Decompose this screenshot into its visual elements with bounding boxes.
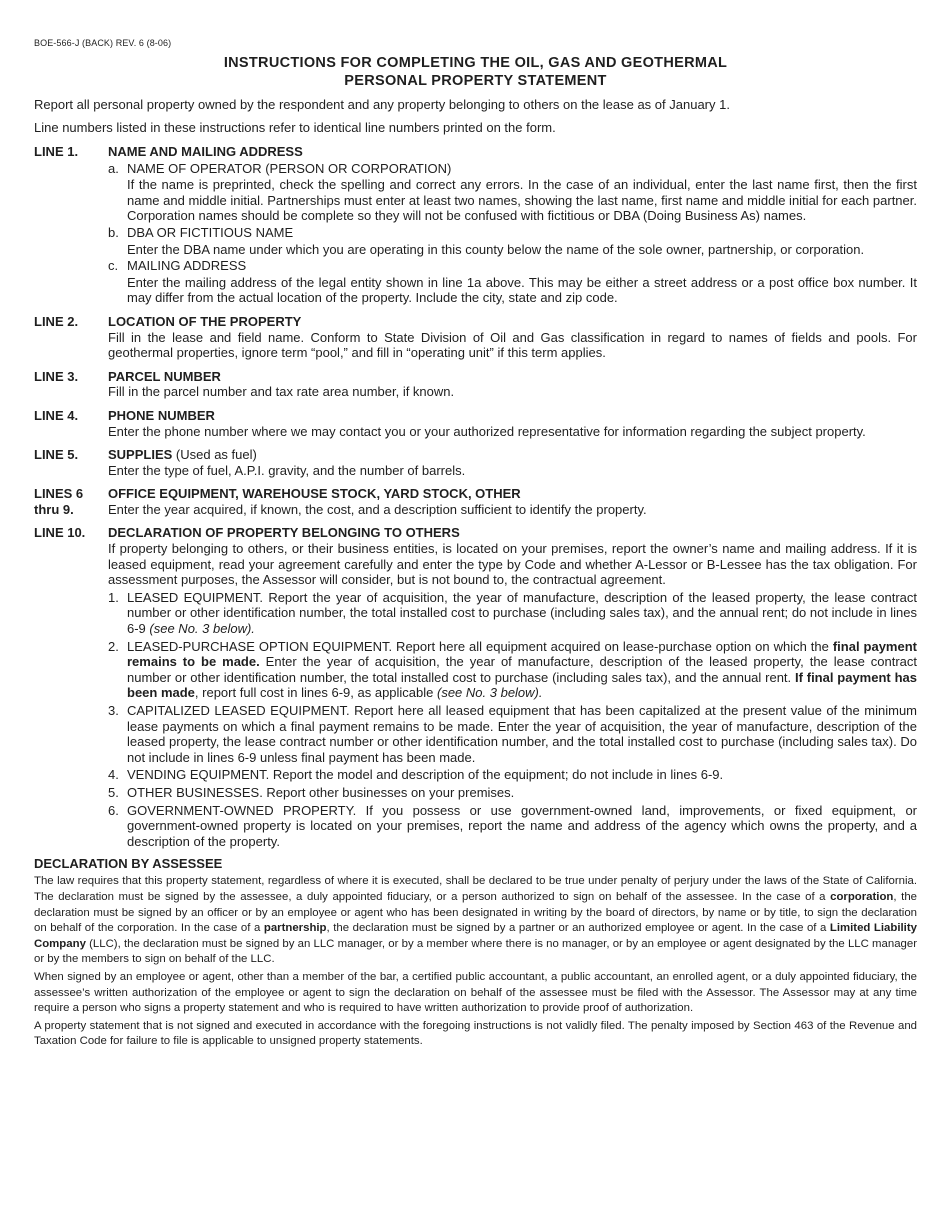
line-3-heading: PARCEL NUMBER [108, 368, 221, 384]
line-1a-title: NAME OF OPERATOR (PERSON OR CORPORATION) [127, 160, 452, 176]
line-3-text: Fill in the parcel number and tax rate area number, if known. [108, 384, 455, 400]
lines-6-9-text: Enter the year acquired, if known, the cost, and a description sufficient to identify the property. [108, 501, 647, 517]
decl-p1-a: The law requires that this property statement, regardless of where it is executed, shall be declared to be true under penalty of perjury under the laws of the State of California. The declaration must be signed by the assessee, a duly appointed fiduciary, or a person authorized to sign on behalf of the assessee. In the case of a [34, 875, 917, 903]
line-10-label: LINE 10. [34, 525, 86, 541]
line-10-text: If property belonging to others, or their business entities, is located on your premises, report the owner’s name and mailing address. If it is leased equipment, read your agreement carefully and enter the type by Code and whether A-Lessor or B-Lessee has the tax obligation. For assessment purposes, the Assessor will consider, but is not bound to, the contractual agreement. [108, 541, 917, 588]
item-1-note: (see No. 3 below). [149, 621, 255, 637]
item-5-number: 5. [108, 784, 119, 800]
line-1-label: LINE 1. [34, 144, 79, 159]
line-2-label: LINE 2. [34, 313, 79, 329]
item-6-number: 6. [108, 802, 119, 818]
intro-paragraph-1: Report all personal property owned by the respondent and any property belonging to others on the lease as of January 1. [34, 97, 730, 112]
line-2-heading: LOCATION OF THE PROPERTY [108, 313, 302, 329]
line-3-section [34, 369, 917, 400]
line-4-heading: PHONE NUMBER [108, 407, 215, 423]
decl-p1-g: (LLC), the declaration must be signed by an LLC manager, or by a member where there is no manager, or by an employee or agent designated by the LLC manager or by the members to sign on behalf of the LLC. [34, 937, 917, 966]
decl-p1-e: , the declaration must be signed by a partner or an authorized employee or agent. In the case of a [326, 922, 830, 935]
title-line-1: INSTRUCTIONS FOR COMPLETING THE OIL, GAS AND GEOTHERMAL [223, 55, 728, 71]
item-3-text: CAPITALIZED LEASED EQUIPMENT. Report here all leased equipment that has been capitalized at the present value of the minimum lease payments on which a final payment remains to be made. Enter the year of acquisition, the year of manufacture, description of the leased property, the lease contract number or other identification number, and the total installed cost to purchase (including sales tax). Do not include in lines 6-9 unless final payment has been made. [127, 703, 917, 765]
line-10-item-5 [108, 785, 917, 801]
lines-6-9-section [34, 486, 917, 517]
line-2-text: Fill in the lease and field name. Conform to State Division of Oil and Gas classification in regard to names of fields and pools. For geothermal properties, ignore term “pool,” and fill in “operating unit” if this term applies. [108, 329, 917, 361]
line-1b-title: DBA OR FICTITIOUS NAME [127, 224, 294, 240]
item-4-text: VENDING EQUIPMENT. Report the model and description of the equipment; do not include in lines 6-9. [127, 767, 724, 783]
line-4-section [34, 408, 917, 439]
item-2-part-e: , report full cost in lines 6-9, as applicable [194, 685, 437, 701]
declaration-heading: DECLARATION BY ASSESSEE [34, 856, 223, 872]
item-2-part-b: final payment remains to be made. [127, 638, 917, 670]
decl-p1-partnership: partnership [263, 922, 327, 935]
declaration-paragraph-3: A property statement that is not signed and executed in accordance with the foregoing instructions is not validly filed. The penalty imposed by Section 463 of the Revenue and Taxation Code for failure to file is applicable to unsigned property statements. [34, 1019, 917, 1048]
title-line-2: PERSONAL PROPERTY STATEMENT [344, 73, 607, 89]
item-1-text [127, 590, 917, 637]
line-1b-text: Enter the DBA name under which you are operating in this county below the name of the sole owner, partnership, or corporation. [127, 241, 865, 257]
item-2-part-f: (see No. 3 below). [437, 685, 543, 701]
line-10-item-3 [108, 703, 917, 765]
line-10-item-2 [108, 639, 917, 701]
line-5-text: Enter the type of fuel, A.P.I. gravity, and the number of barrels. [108, 462, 466, 478]
item-2-text [127, 639, 917, 701]
item-5-text: OTHER BUSINESSES. Report other businesses on your premises. [127, 784, 515, 800]
line-1c [108, 258, 917, 306]
item-3-number: 3. [108, 703, 119, 718]
line-5-heading [108, 447, 917, 463]
item-6-text: GOVERNMENT-OWNED PROPERTY. If you possess or use government-owned land, improvements, or fixed equipment, or government-owned property is located on your premises, report the name and address of the agency which owns the property, and a description of the property. [127, 802, 917, 849]
page-title [34, 54, 917, 90]
item-2-part-c: Enter the year of acquisition, the year of manufacture, description of the leased property, the lease contract number or other identification number, the total installed cost to purchase (including sales tax), and the annual rent. [127, 654, 917, 685]
declaration-section [34, 856, 917, 1050]
line-5-heading-suffix: (Used as fuel) [172, 447, 257, 463]
item-4-number: 4. [108, 767, 119, 783]
declaration-paragraph-2: When signed by an employee or agent, other than a member of the bar, a certified public accountant, a public accountant, an enrolled agent, or a duly appointed fiduciary, the assessee’s written authorization of the employee or agent to sign the declaration on behalf of the assessee must be filed with the Assessor. The Assessor may at any time require a person who signs a property statement and who is required to have written authorization to provide proof of authorization. [34, 970, 917, 1015]
line-1-heading: NAME AND MAILING ADDRESS [108, 144, 303, 159]
line-1b [108, 225, 917, 257]
form-id: BOE-566-J (BACK) REV. 6 (8-06) [34, 38, 172, 48]
line-5-label: LINE 5. [34, 447, 79, 463]
line-1c-text: Enter the mailing address of the legal entity shown in line 1a above. This may be either a street address or a post office box number. It may differ from the actual location of the property. Include the city, state and zip code. [127, 274, 917, 306]
item-1-body: LEASED EQUIPMENT. Report the year of acquisition, the year of manufacture, description of the leased property, the lease contract number or other identification number, the total installed cost to purchase (including sales tax), and the annual rent; do not include in lines 6-9 [127, 589, 917, 637]
item-1-number: 1. [108, 589, 119, 605]
line-5-heading-text: SUPPLIES [108, 447, 173, 463]
line-10-item-1 [108, 590, 917, 637]
line-10-item-4 [108, 767, 917, 783]
line-10-section [34, 525, 917, 849]
declaration-paragraph-1 [34, 874, 917, 968]
item-2-number: 2. [108, 638, 119, 654]
line-3-label: LINE 3. [34, 368, 79, 384]
decl-p1-c: , the declaration must be signed by an officer or by an employee or agent who has been designated in writing by the board of directors, by name or by title, to sign the declaration on behalf of the corporation. In the case of a [34, 890, 917, 935]
item-2-part-d: If final payment has been made [127, 669, 917, 701]
decl-p1-llc: Limited Liability Company [34, 922, 917, 950]
instructions-page [34, 38, 917, 1050]
lines-6-9-label-2: thru 9. [34, 501, 74, 517]
line-1b-letter: b. [108, 224, 119, 240]
lines-6-9-label-1: LINES 6 [34, 486, 84, 502]
line-1a-text: If the name is preprinted, check the spelling and correct any errors. In the case of an individual, enter the last name first, then the first name and middle initial. Partnerships must enter at least two names, showing the last name, first name and middle initial for each partner. Corporation names should be complete so they will not be confused with fictitious or DBA (Doing Business As) names. [127, 177, 917, 224]
line-1a-letter: a. [108, 160, 119, 176]
lines-6-9-label [34, 486, 108, 517]
line-4-text: Enter the phone number where we may contact you or your authorized representative for information regarding the subject property. [108, 423, 866, 439]
lines-6-9-heading: OFFICE EQUIPMENT, WAREHOUSE STOCK, YARD STOCK, OTHER [108, 486, 521, 502]
line-2-section [34, 314, 917, 361]
line-1a [108, 161, 917, 224]
line-1c-title: MAILING ADDRESS [127, 258, 247, 274]
line-1-section [34, 144, 917, 306]
line-1c-letter: c. [108, 258, 119, 274]
line-10-heading: DECLARATION OF PROPERTY BELONGING TO OTHERS [108, 525, 460, 541]
line-4-label: LINE 4. [34, 407, 79, 423]
intro-paragraph-2: Line numbers listed in these instructions refer to identical line numbers printed on the form. [34, 120, 556, 135]
line-10-item-6 [108, 803, 917, 850]
line-5-section [34, 447, 917, 478]
item-2-part-a: LEASED-PURCHASE OPTION EQUIPMENT. Report here all equipment acquired on lease-purchase option on which the [127, 638, 833, 654]
decl-p1-corporation: corporation [830, 890, 894, 903]
